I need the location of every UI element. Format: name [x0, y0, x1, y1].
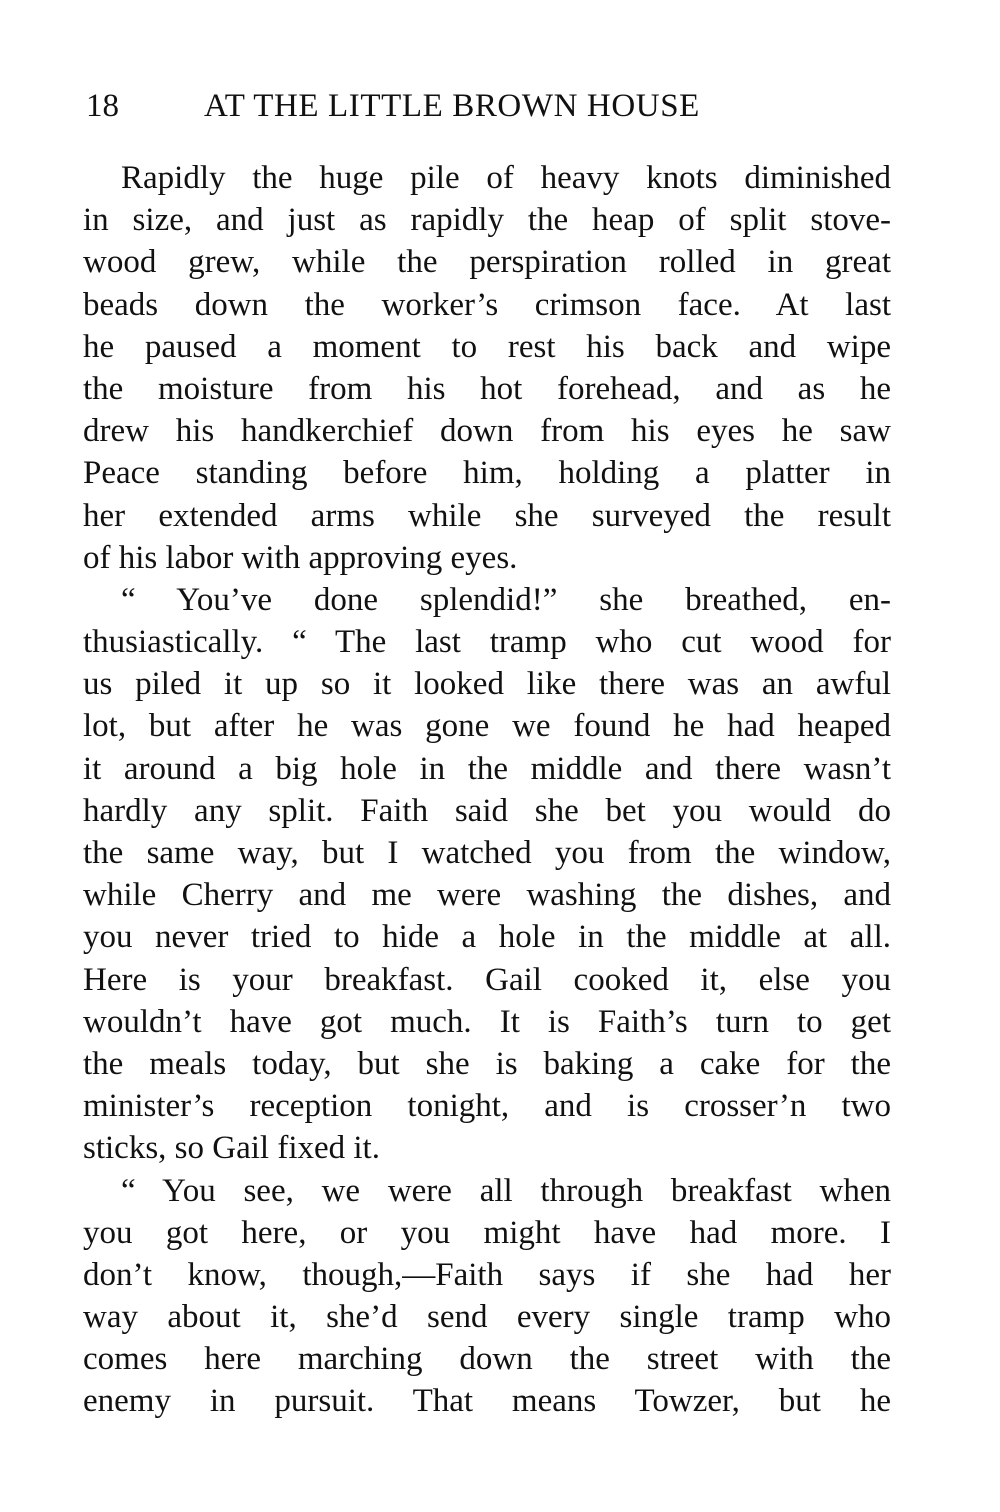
text-line: us piled it up so it looked like there was an awful	[83, 666, 891, 703]
text-line: it around a big hole in the middle and there wasn’t	[83, 750, 891, 787]
text-line: wouldn’t have got much. It is Faith’s turn to get	[83, 1003, 891, 1040]
text-line: Peace standing before him, holding a platter in	[83, 455, 891, 492]
text-line: Here is your breakfast. Gail cooked it, else you	[83, 961, 891, 998]
text-line: comes here marching down the street with the	[83, 1341, 891, 1378]
text-line: don’t know, though,—Faith says if she had her	[83, 1256, 891, 1293]
text-line: the moisture from his hot forehead, and as he	[83, 370, 891, 407]
text-line: sticks, so Gail fixed it.	[83, 1130, 380, 1167]
text-line: the meals today, but she is baking a cake for the	[83, 1045, 891, 1082]
paragraph-1	[83, 157, 891, 579]
text-line: lot, but after he was gone we found he had heaped	[83, 708, 891, 745]
paragraph-2	[83, 579, 891, 1170]
text-line: of his labor with approving eyes.	[83, 539, 518, 576]
text-line: enemy in pursuit. That means Towzer, but he	[83, 1383, 891, 1420]
page-number: 18	[86, 88, 119, 124]
text-line: the same way, but I watched you from the window,	[83, 835, 891, 871]
text-line: “ You see, we were all through breakfast when	[121, 1172, 891, 1209]
text-line: her extended arms while she surveyed the result	[83, 497, 891, 534]
text-line: in size, and just as rapidly the heap of split stove-	[83, 202, 891, 239]
text-line: you got here, or you might have had more. I	[83, 1214, 891, 1251]
text-line: wood grew, while the perspiration rolled in great	[83, 244, 891, 281]
text-line: he paused a moment to rest his back and wipe	[83, 328, 891, 365]
text-line: Rapidly the huge pile of heavy knots diminished	[121, 160, 891, 196]
text-line: thusiastically. “ The last tramp who cut wood for	[83, 624, 891, 661]
text-line: while Cherry and me were washing the dishes, and	[83, 877, 891, 914]
running-head	[86, 84, 892, 128]
running-title: AT THE LITTLE BROWN HOUSE	[204, 88, 700, 124]
text-line: you never tried to hide a hole in the middle at all.	[83, 919, 891, 956]
text-line: drew his handkerchief down from his eyes he saw	[83, 413, 891, 450]
text-line: minister’s reception tonight, and is crosser’n two	[83, 1088, 891, 1125]
text-line: way about it, she’d send every single tramp who	[83, 1299, 891, 1336]
text-line: beads down the worker’s crimson face. At last	[83, 286, 891, 323]
text-line: “ You’ve done splendid!” she breathed, en-	[121, 581, 891, 618]
paragraph-3	[83, 1170, 891, 1423]
body-text	[83, 157, 891, 1423]
text-line: hardly any split. Faith said she bet you would do	[83, 792, 891, 829]
